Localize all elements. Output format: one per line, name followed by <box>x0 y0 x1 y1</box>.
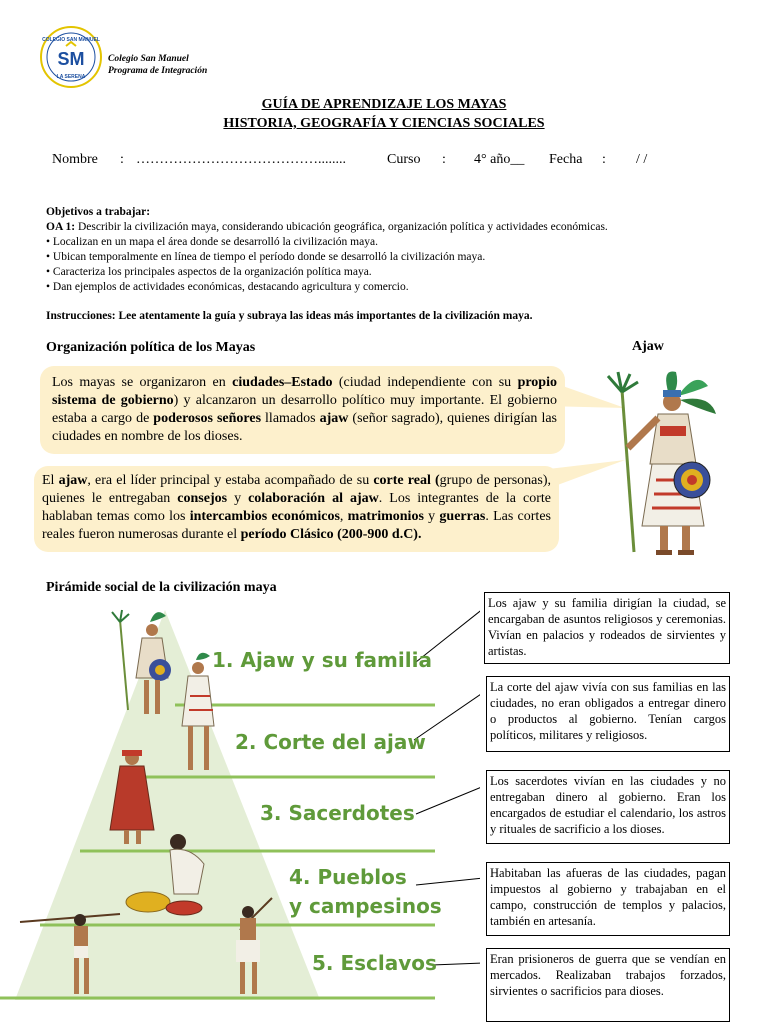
objective-bullet: • Localizan en un mapa el área donde se desarrolló la civilización maya. <box>46 236 378 248</box>
p1-text: (señor sagrado), quienes dirigían las ciudades en nombre de los dioses. <box>52 411 557 444</box>
p1-bold: propio sistema de gobierno <box>52 375 557 408</box>
date-label: Fecha <box>549 152 583 167</box>
p2-bold: corte real ( <box>373 473 440 488</box>
p2-bold: colaboración al ajaw <box>248 491 379 506</box>
political-paragraph-2 <box>34 466 559 552</box>
p2-text: grupo de personas), quienes le entregaban <box>42 473 551 506</box>
p1-text: (ciudad independiente con su <box>332 375 518 390</box>
course-field[interactable]: 4° año__ <box>474 152 525 167</box>
connector-5 <box>432 963 480 965</box>
p2-bold: intercambios económicos <box>189 509 340 524</box>
p1-bold: ajaw <box>319 411 349 426</box>
date-field[interactable]: / / <box>636 152 648 167</box>
description-box-ajaw: Los ajaw y su familia dirigían la ciudad, se encargaban de asuntos religiosos y ceremonias. Vivían en palacios y rodeados de sirvientes y artistas. <box>484 592 730 664</box>
course-label: Curso <box>387 152 421 167</box>
logo-text-top: COLEGIO SAN MANUEL <box>42 37 100 43</box>
ajaw-figure-label: Ajaw <box>632 339 664 354</box>
objective-bullet: • Caracteriza los principales aspectos de la organización política maya. <box>46 266 372 278</box>
p1-text: llamados <box>261 411 320 426</box>
connector-4 <box>416 878 480 885</box>
ajaw-illustration <box>600 370 725 560</box>
name-field[interactable]: …………………………………........ <box>136 152 346 167</box>
guide-title: GUÍA DE APRENDIZAJE LOS MAYAS <box>261 97 507 112</box>
p2-bold: período Clásico (200-900 d.C). <box>240 527 422 542</box>
logo-emblem <box>42 28 100 86</box>
subject-title: HISTORIA, GEOGRAFÍA Y CIENCIAS SOCIALES <box>223 116 545 131</box>
pyramid-heading: Pirámide social de la civilización maya <box>46 580 277 595</box>
pyramid-level-2: 2. Corte del ajaw <box>235 730 426 754</box>
p2-bold: matrimonios <box>347 509 424 524</box>
logo-text-bottom: LA SERENA <box>56 74 86 80</box>
p2-text: . Las cortes reales fueron numerosas durante el <box>42 509 551 542</box>
program-name: Programa de Integración <box>108 66 208 76</box>
school-name: Colegio San Manuel <box>108 54 189 64</box>
p1-bold: poderosos señores <box>153 411 262 426</box>
p2-text: y <box>227 491 249 506</box>
description-box-pueblos: Habitaban las afueras de las ciudades, pagan impuestos al gobierno y trabajaban en el campo, construcción de templos y palacios, también en artesanía. <box>486 862 730 936</box>
pyramid-level-1: 1. Ajaw y su familia <box>212 648 432 672</box>
name-label: Nombre <box>52 152 98 167</box>
date-colon: : <box>602 152 606 167</box>
pyramid-level-4b: y campesinos <box>289 894 442 918</box>
p2-bold: guerras <box>439 509 486 524</box>
school-logo <box>40 26 102 88</box>
political-paragraph-1 <box>40 366 565 454</box>
pyramid-level-5: 5. Esclavos <box>312 951 437 975</box>
political-heading: Organización política de los Mayas <box>46 340 256 355</box>
objectives-heading: Objetivos a trabajar: <box>46 206 151 218</box>
logo-monogram: SM <box>57 49 85 69</box>
p2-text: El <box>42 473 59 488</box>
p2-text: , <box>339 509 348 524</box>
objective-bullet: • Dan ejemplos de actividades económicas, destacando agricultura y comercio. <box>46 281 409 293</box>
objective-bullet: • Ubican temporalmente en línea de tiempo el período donde se desarrolló la civilización maya. <box>46 251 486 263</box>
p1-bold: ciudades–Estado <box>232 375 333 390</box>
description-box-corte: La corte del ajaw vivía con sus familias en las ciudades, no eran obligados a entregar dinero o productos al gobierno. Tenían cargos políticos, militares y religiosos. <box>486 676 730 752</box>
objectives-section <box>46 205 726 295</box>
pyramid-level-4: 4. Pueblos <box>289 865 407 889</box>
p2-text: , era el líder principal y estaba acompañado de su <box>87 473 374 488</box>
course-colon: : <box>442 152 446 167</box>
p2-bold: ajaw <box>58 473 88 488</box>
school-header <box>108 53 207 77</box>
oa-label: OA 1: <box>46 221 76 233</box>
name-colon: : <box>120 152 124 167</box>
oa-line <box>46 220 726 235</box>
description-box-sacerdotes: Los sacerdotes vivían en las ciudades y no entregaban dinero al gobierno. Eran los encargados de estudiar el calendario, los astros y rituales de sacrificio a los dioses. <box>486 770 730 844</box>
pyramid-level-3: 3. Sacerdotes <box>260 801 415 825</box>
oa-text: Describir la civilización maya, considerando ubicación geográfica, organización política y actividades económicas. <box>75 221 608 233</box>
instructions: Instrucciones: Lee atentamente la guía y subraya las ideas más importantes de la civilización maya. <box>46 310 533 322</box>
description-box-esclavos: Eran prisioneros de guerra que se vendían en mercados. Realizaban trabajos forzados, sirvientes o sacrificios para dioses. <box>486 948 730 1022</box>
p2-text: . Los integrantes de la corte hablaban temas como los <box>42 491 552 524</box>
p1-text: ) y alcanzaron un desarrollo político muy importante. El gobierno estaba a cargo de <box>52 393 557 426</box>
p2-text: y <box>423 509 440 524</box>
p1-text: Los mayas se organizaron en <box>52 375 233 390</box>
connector-3 <box>416 786 480 814</box>
p2-bold: consejos <box>177 491 228 506</box>
